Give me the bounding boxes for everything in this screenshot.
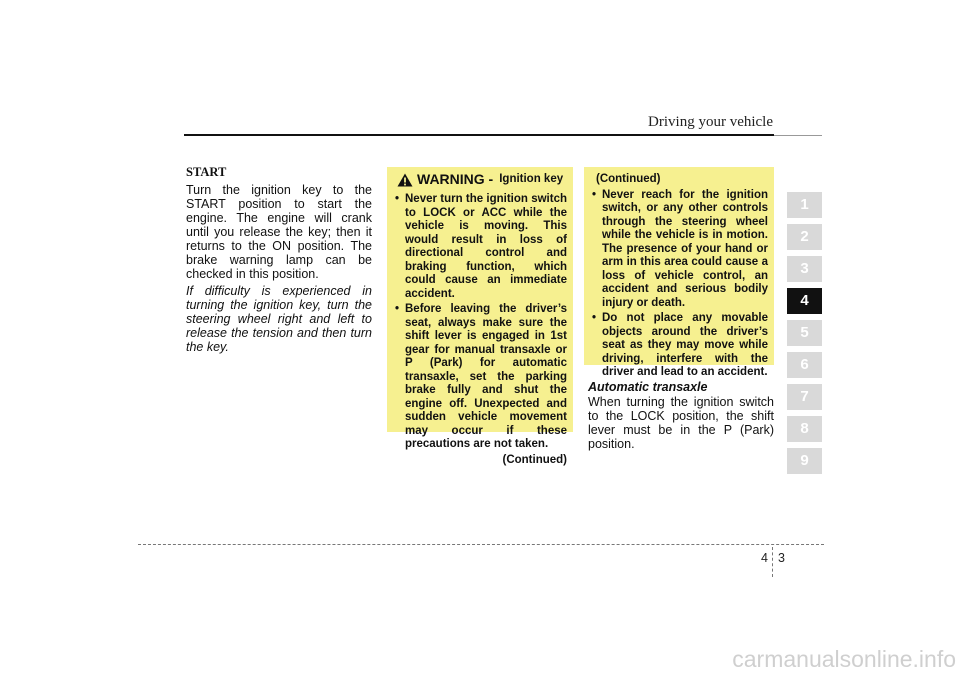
start-body-text: Turn the ignition key to the START position to start the engine. The engine will crank until you release the key; then it returns to the ON position. The brake warning lamp can be checked in this position.	[186, 183, 372, 281]
footer-rule	[138, 544, 824, 545]
chapter-tab-9[interactable]: 9	[787, 448, 822, 474]
chapter-tab-3[interactable]: 3	[787, 256, 822, 282]
chapter-tab-5[interactable]: 5	[787, 320, 822, 346]
page-number-divider	[772, 547, 773, 577]
chapter-tab-6[interactable]: 6	[787, 352, 822, 378]
warning-topic: Ignition key	[499, 173, 564, 186]
page-number: 3	[778, 551, 785, 565]
start-section	[186, 165, 372, 357]
chapter-tab-2[interactable]: 2	[787, 224, 822, 250]
chapter-tab-1[interactable]: 1	[787, 192, 822, 218]
header-rule	[184, 134, 774, 136]
warning-item: • Never turn the ignition switch to LOCK or ACC while the vehicle is moving. This would result in loss of directional control and braking function, which could cause an immediate accident.	[393, 193, 567, 301]
warning-box-ignition-key	[387, 167, 573, 466]
warning-box-continued	[584, 167, 774, 378]
chapter-tab-4[interactable]: 4	[787, 288, 822, 314]
automatic-transaxle-body: When turning the ignition switch to the LOCK position, the shift lever must be in the P (Park) position.	[588, 395, 774, 451]
continued-label: (Continued)	[502, 453, 567, 466]
continued-label: (Continued)	[596, 173, 661, 185]
chapter-tab-8[interactable]: 8	[787, 416, 822, 442]
header-rule-extension	[774, 135, 822, 136]
warning-triangle-icon	[397, 173, 413, 187]
warning-list	[393, 193, 567, 452]
warning-label: WARNING -	[417, 171, 494, 188]
chapter-tabs	[787, 192, 822, 480]
running-header: Driving your vehicle	[648, 114, 773, 130]
warning-item: • Before leaving the driver’s seat, always make sure the shift lever is engaged in 1st gear for manual transaxle or P (Park) for automatic transaxle, set the parking brake fully and shut the engine off. Unexpected and sudden vehicle movement may occur if these precautions are not taken.	[393, 303, 567, 452]
watermark: carmanualsonline.info	[732, 646, 956, 672]
section-heading-start: START	[186, 165, 227, 179]
warning-list	[590, 189, 768, 380]
start-note-text: If difficulty is experienced in turning the ignition key, turn the steering wheel right and left to release the tension and then turn the key.	[186, 284, 372, 354]
warning-item: • Do not place any movable objects around the driver’s seat as they may move while driving, interfere with the driver and lead to an accident.	[590, 312, 768, 380]
warning-item: • Never reach for the ignition switch, or any other controls through the steering wheel while the vehicle is in motion. The presence of your hand or arm in this area could cause a loss of vehicle control, an accident and serious bodily injury or death.	[590, 189, 768, 311]
warning-title	[393, 173, 567, 187]
page-chapter-number: 4	[761, 551, 768, 565]
chapter-tab-7[interactable]: 7	[787, 384, 822, 410]
subheading-automatic-transaxle: Automatic transaxle	[588, 380, 708, 394]
automatic-transaxle-section	[588, 380, 774, 451]
